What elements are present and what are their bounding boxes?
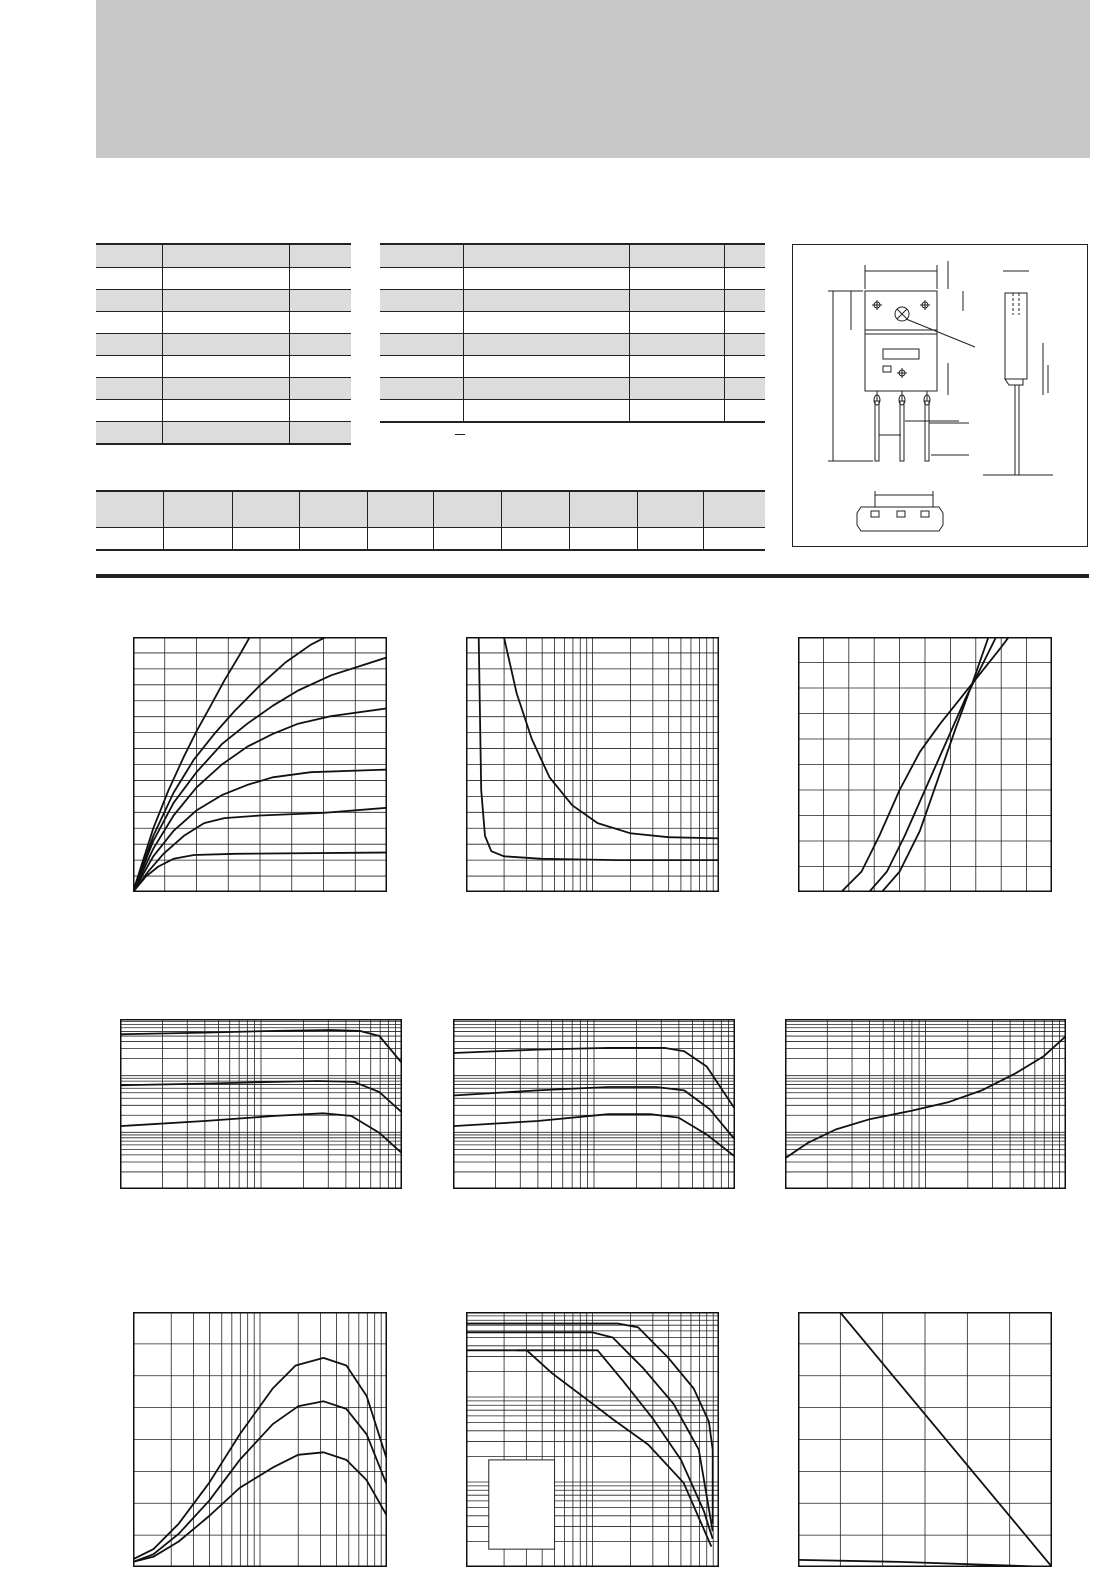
- chart-2-grid: [466, 637, 719, 892]
- hfe-rank-table: [96, 490, 765, 551]
- chart-2-curve-1: [504, 637, 719, 838]
- chart-4: [120, 1019, 402, 1189]
- chart-3-grid: [798, 637, 1052, 892]
- package-outline-box: [792, 244, 1088, 547]
- package-outline-drawing: [793, 245, 1087, 546]
- chart-2: [466, 637, 719, 892]
- chart-6: [785, 1019, 1066, 1189]
- spec-note-mark: [455, 434, 465, 435]
- chart-9: [798, 1312, 1052, 1567]
- chart-7-grid: [133, 1312, 387, 1567]
- electrical-table: [380, 243, 765, 423]
- chart-5: [453, 1019, 735, 1189]
- ratings-table: [96, 243, 351, 445]
- chart-8-inset-box: [489, 1460, 555, 1549]
- chart-3: [798, 637, 1052, 892]
- chart-8: [466, 1312, 719, 1567]
- chart-7: [133, 1312, 387, 1567]
- chart-5-grid: [453, 1019, 735, 1189]
- chart-1: [133, 637, 387, 892]
- chart-9-grid: [798, 1312, 1052, 1567]
- header-band: [96, 0, 1090, 158]
- chart-6-grid: [785, 1019, 1066, 1189]
- section-divider: [96, 574, 1089, 578]
- chart-4-grid: [120, 1019, 402, 1189]
